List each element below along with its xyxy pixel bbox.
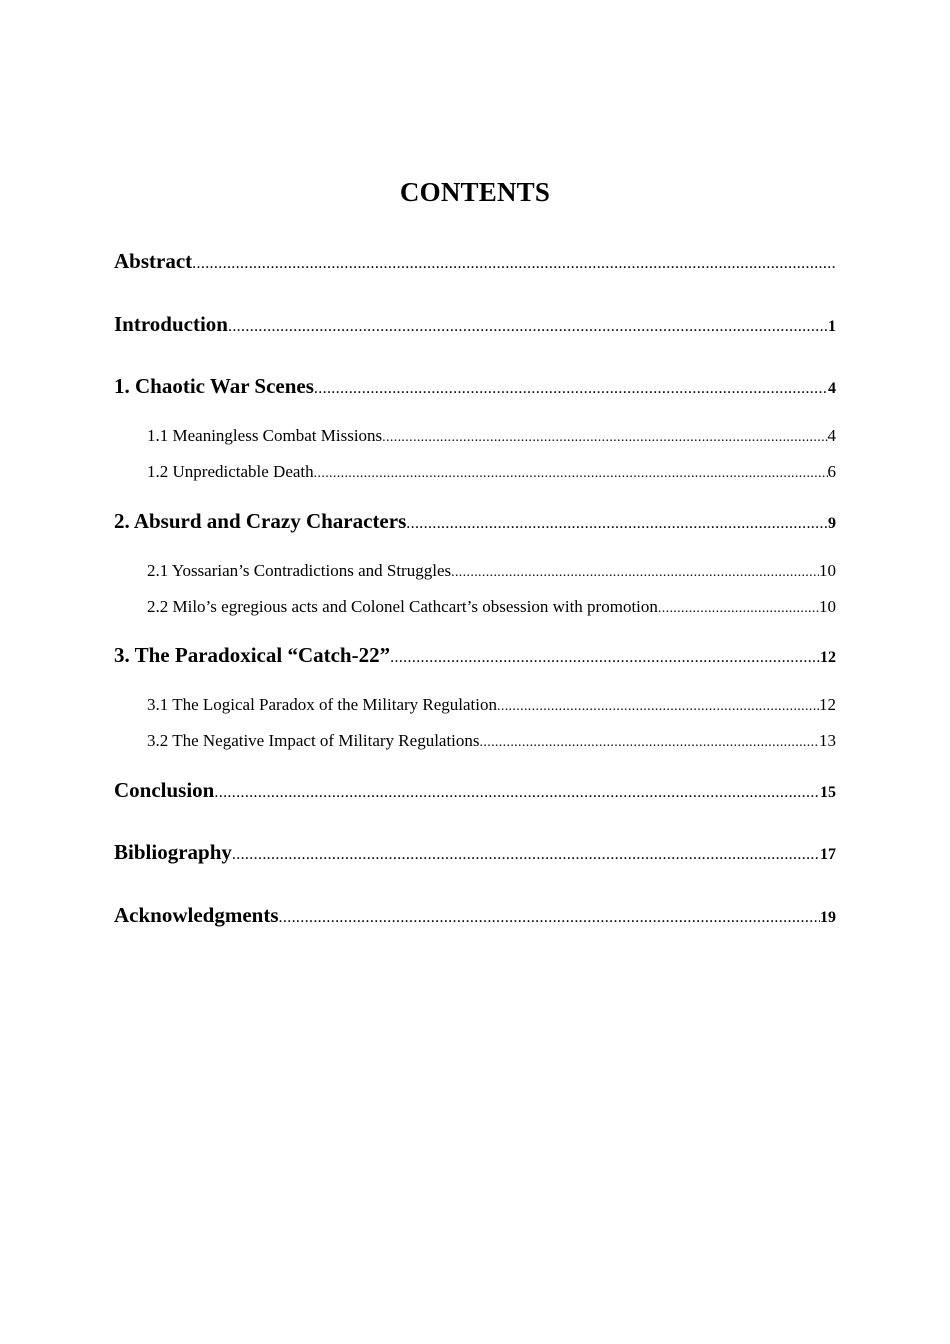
toc-entry-section-2-1[interactable]: [147, 559, 836, 585]
toc-entry-label: Acknowledgments: [114, 903, 279, 927]
toc-entry-label: 1.2 Unpredictable Death: [147, 462, 314, 481]
toc-entry-page: 13: [819, 731, 836, 750]
dot-leader: [279, 904, 820, 932]
toc-entry-chapter-1[interactable]: [114, 372, 836, 403]
dot-leader: [451, 561, 819, 585]
toc-entry-page: 10: [819, 561, 836, 580]
toc-entry-label: Bibliography: [114, 840, 232, 864]
toc-entry-chapter-3[interactable]: [114, 641, 836, 672]
toc-entry-label: 2.2 Milo’s egregious acts and Colonel Cathcart’s obsession with promotion: [147, 597, 658, 616]
dot-leader: [214, 779, 820, 807]
toc-entry-page: 6: [827, 462, 836, 481]
toc-entry-bibliography[interactable]: [114, 838, 836, 869]
toc-entry-acknowledgments[interactable]: [114, 901, 836, 932]
toc-entry-label: 3. The Paradoxical “Catch-22”: [114, 643, 391, 667]
dot-leader: [406, 510, 828, 538]
toc-entry-label: 2.1 Yossarian’s Contradictions and Struggles: [147, 561, 452, 580]
toc-entry-page: 1: [828, 318, 836, 335]
toc-entry-label: Introduction: [114, 312, 228, 336]
toc-entry-page: 19: [820, 909, 836, 926]
toc-entry-chapter-2[interactable]: [114, 507, 836, 538]
toc-entry-page: 10: [819, 597, 836, 616]
toc-entry-section-1-2[interactable]: [147, 460, 836, 486]
dot-leader: [390, 644, 820, 672]
toc-entry-page: 12: [819, 695, 836, 714]
dot-leader: [232, 841, 820, 869]
toc-entry-page: 15: [820, 784, 836, 801]
toc-entry-label: 1.1 Meaningless Combat Missions: [147, 426, 383, 445]
dot-leader: [314, 462, 828, 486]
toc-entry-page: 12: [820, 649, 836, 666]
toc-entry-abstract[interactable]: [114, 247, 836, 278]
toc-entry-section-3-1[interactable]: [147, 693, 836, 719]
toc-entry-page: 4: [827, 426, 836, 445]
dot-leader: [497, 695, 819, 719]
toc-entry-section-3-2[interactable]: [147, 729, 836, 755]
dot-leader: [228, 313, 828, 341]
dot-leader: [658, 597, 819, 621]
toc-entry-section-2-2[interactable]: [147, 595, 836, 621]
toc-entry-page: 17: [820, 846, 836, 863]
toc-entry-label: 3.2 The Negative Impact of Military Regulations: [147, 731, 480, 750]
toc-entry-page: 4: [828, 380, 836, 397]
toc-entry-label: Conclusion: [114, 778, 215, 802]
toc-entry-conclusion[interactable]: [114, 776, 836, 807]
toc-entry-section-1-1[interactable]: [147, 424, 836, 450]
page-title: CONTENTS: [399, 177, 551, 207]
toc-entry-label: 3.1 The Logical Paradox of the Military Regulation: [147, 695, 497, 714]
toc-entry-label: Abstract: [114, 249, 193, 273]
dot-leader: [314, 375, 828, 403]
toc-entry-introduction[interactable]: [114, 310, 836, 341]
toc-entry-label: 2. Absurd and Crazy Characters: [114, 509, 407, 533]
dot-leader: [480, 731, 819, 755]
toc-entry-page: 9: [828, 515, 836, 532]
toc-entry-label: 1. Chaotic War Scenes: [114, 374, 314, 398]
dot-leader: [192, 250, 836, 278]
dot-leader: [382, 426, 827, 450]
